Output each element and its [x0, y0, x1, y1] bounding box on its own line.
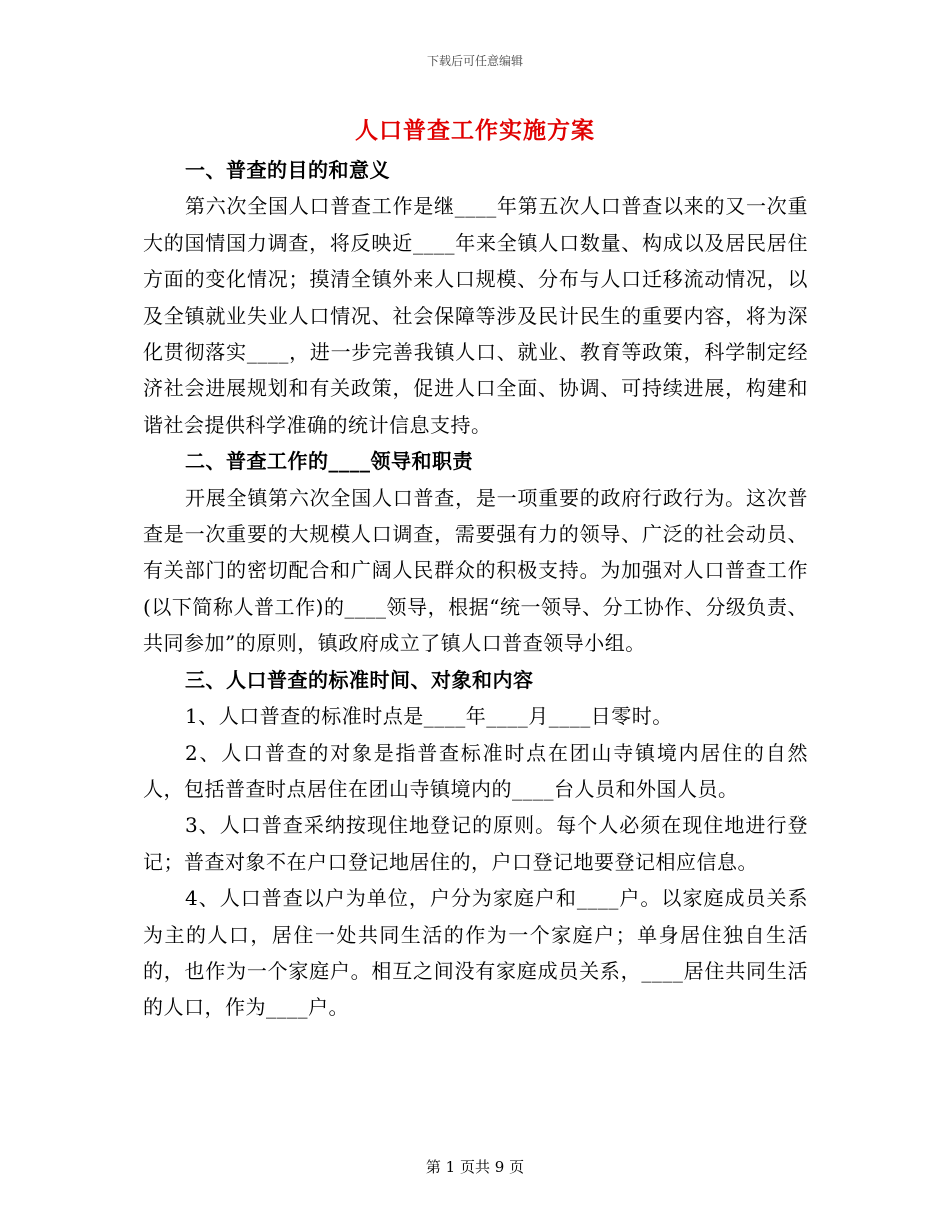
body-paragraph-item-4: 4、人口普查以户为单位，户分为家庭户和____户。以家庭成员关系为主的人口，居住一处共同生活的作为一个家庭户；单身居住独自生活的，也作为一个家庭户。相互之间没有家庭成员关系，____居住共同生活的人口，作为____户。 — [143, 886, 808, 1020]
body-paragraph-item-1: 1、人口普查的标准时点是____年____月____日零时。 — [185, 704, 673, 729]
body-paragraph-leadership: 开展全镇第六次全国人口普查，是一项重要的政府行政行为。这次普查是一次重要的大规模人口调查，需要强有力的领导、广泛的社会动员、有关部门的密切配合和广阔人民群众的积极支持。为加强对人口普查工作(以下简称人普工作)的____领导，根据“统一领导、分工协作、分级负责、共同参加”的原则，镇政府成立了镇人口普查领导小组。 — [143, 485, 808, 656]
body-paragraph-item-3: 3、人口普查采纳按现住地登记的原则。每个人必须在现住地进行登记；普查对象不在户口登记地居住的，户口登记地要登记相应信息。 — [143, 813, 808, 874]
body-paragraph-item-2: 2、人口普查的对象是指普查标准时点在团山寺镇境内居住的自然人，包括普查时点居住在团山寺镇境内的____台人员和外国人员。 — [143, 740, 808, 801]
page-header-note: 下载后可任意编辑 — [426, 54, 523, 68]
section-heading-purpose: 一、普查的目的和意义 — [185, 158, 390, 182]
section-heading-leadership: 二、普查工作的____领导和职责 — [185, 449, 473, 474]
document-title: 人口普查工作实施方案 — [355, 117, 595, 144]
page-number-footer: 第 1 页共 9 页 — [425, 1158, 525, 1176]
document-body — [143, 152, 808, 1026]
section-heading-standard-time: 三、人口普查的标准时间、对象和内容 — [185, 667, 534, 692]
body-paragraph-purpose: 第六次全国人口普查工作是继____年第五次人口普查以来的又一次重大的国情国力调查，将反映近____年来全镇人口数量、构成以及居民居住方面的变化情况；摸清全镇外来人口规模、分布与人口迁移流动情况，以及全镇就业失业人口情况、社会保障等涉及民计民生的重要内容，将为深化贯彻落实____，进一步完善我镇人口、就业、教育等政策，科学制定经济社会进展规划和有关政策，促进人口全面、协调、可持续进展，构建和谐社会提供科学准确的统计信息支持。 — [143, 194, 808, 437]
